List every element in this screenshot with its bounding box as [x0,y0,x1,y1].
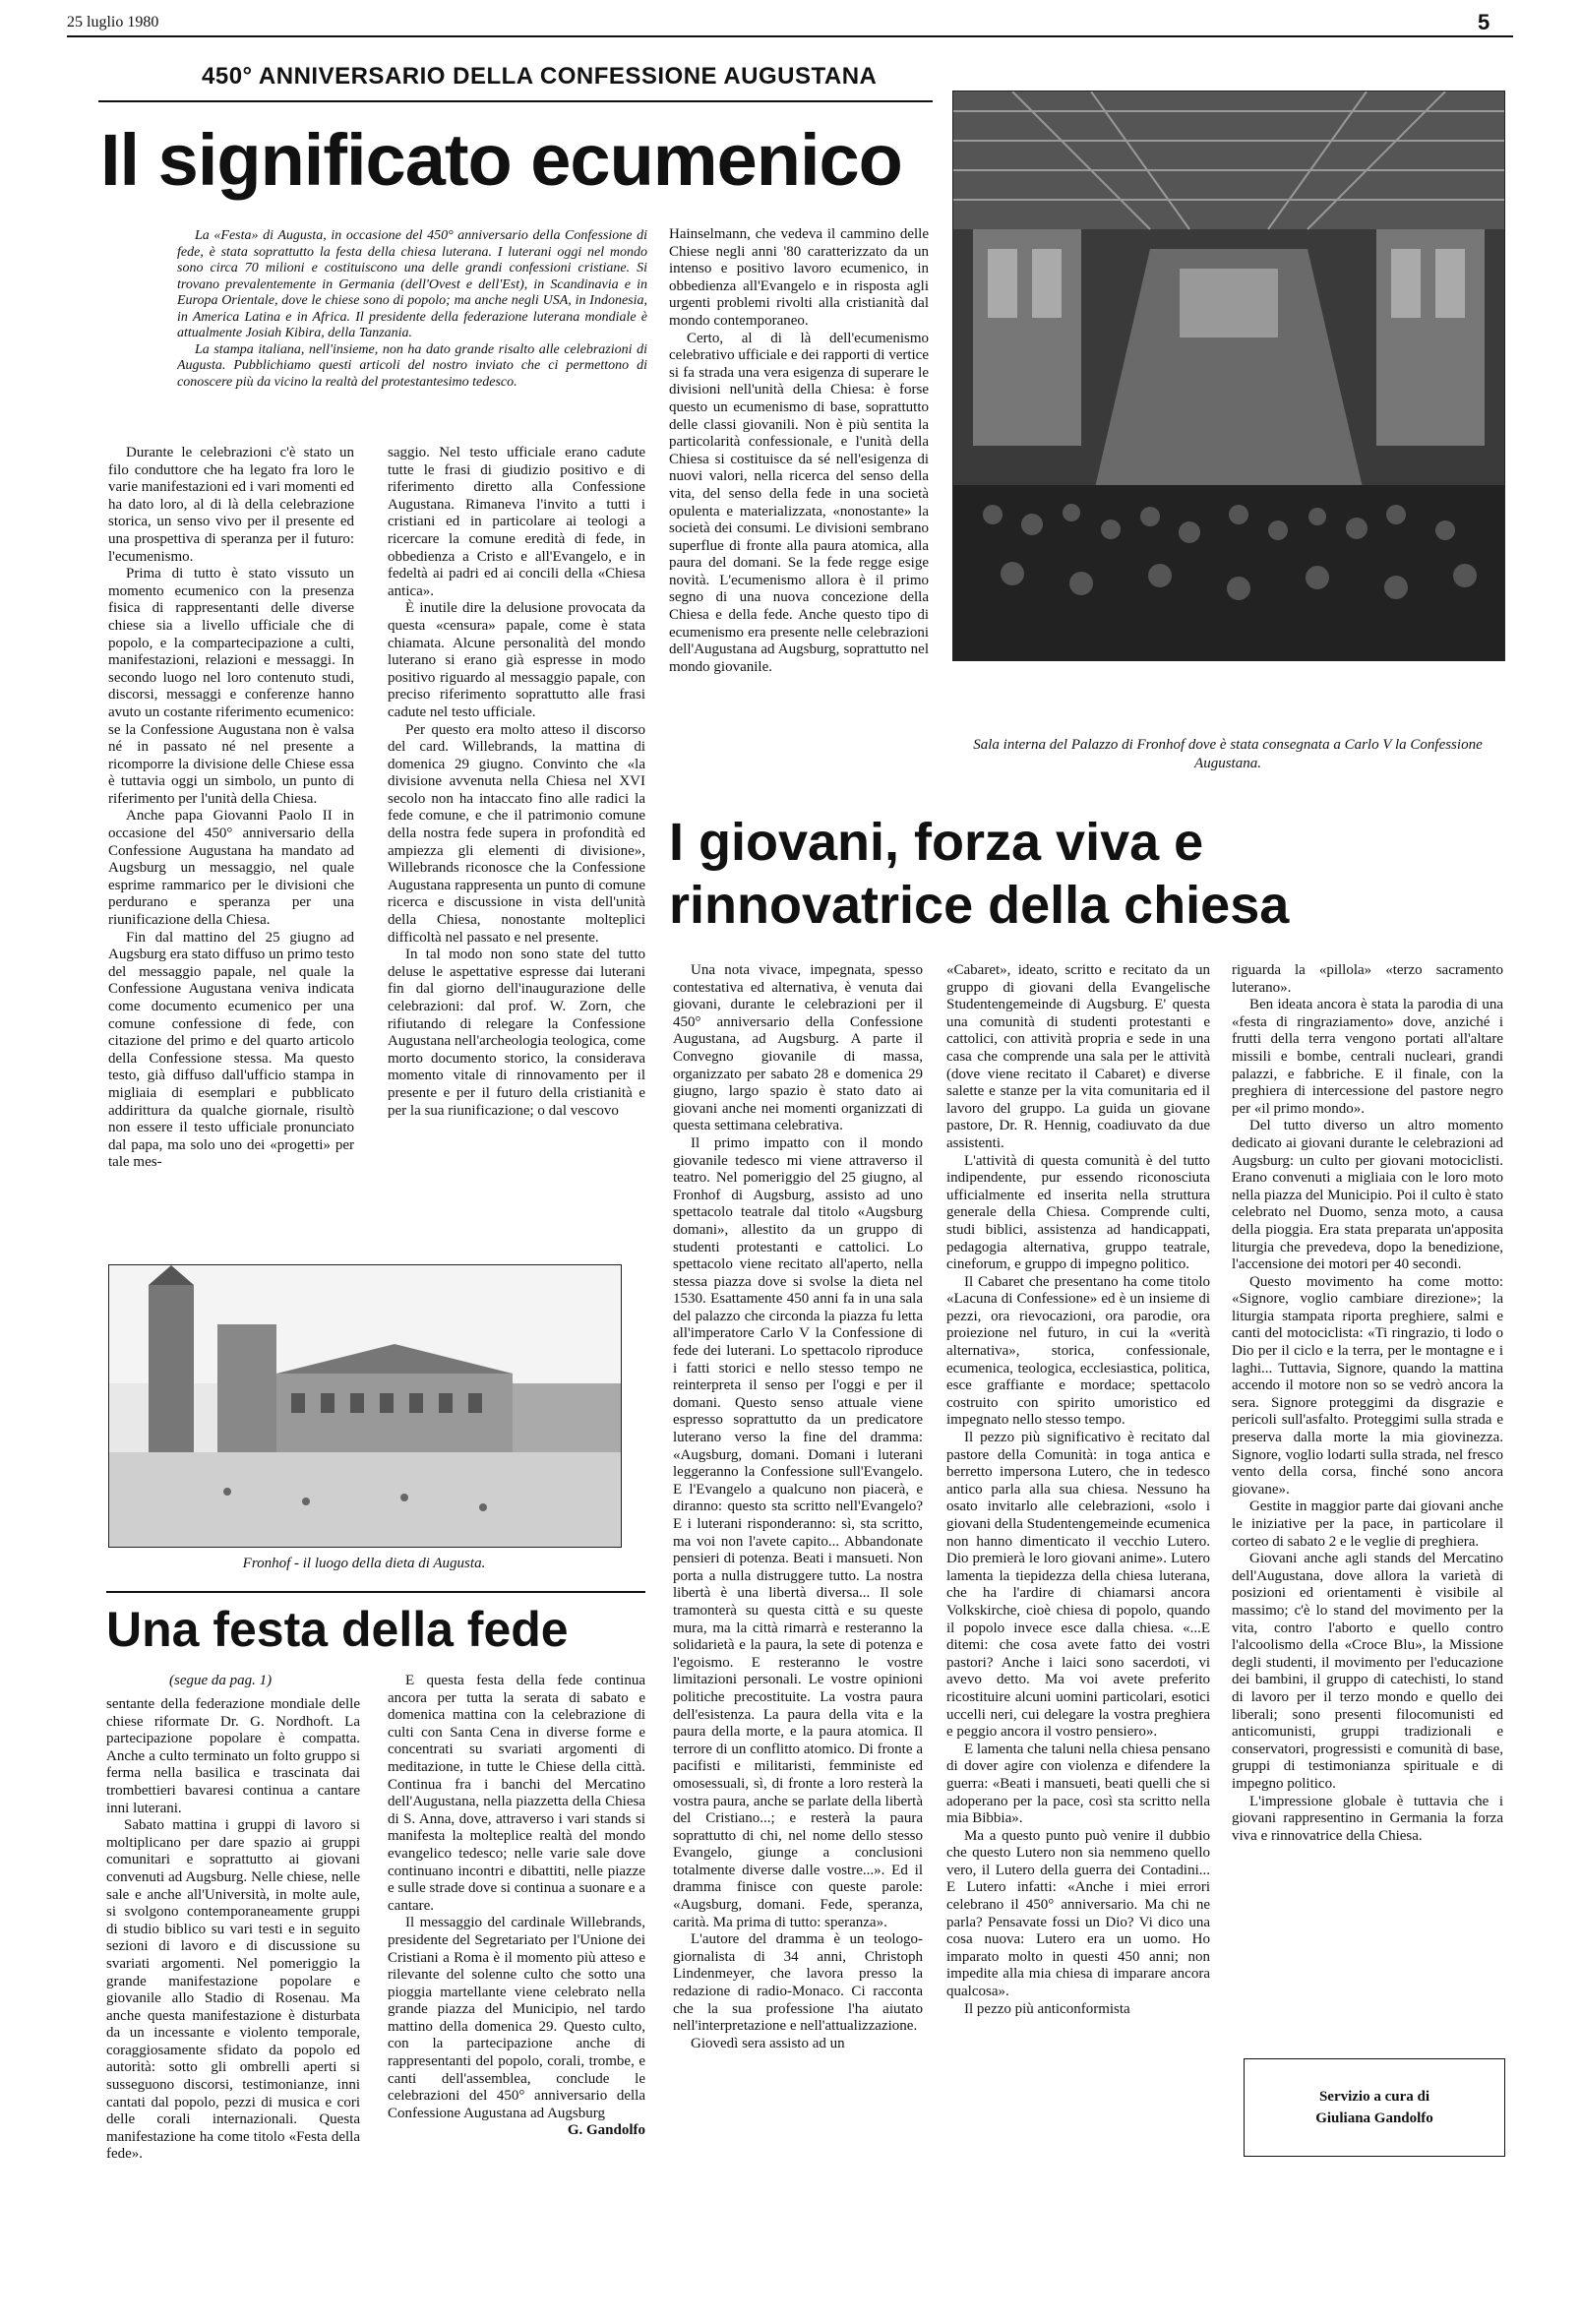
paragraph: Il Cabaret che presentano ha come titolo «Lacuna di Confessione» ed è un insieme di pezzi, ora rievocazioni, ora parodie, ora proiezione nel futuro, in cui la «verità alternativa», storica, confessionale, ecumenica, teologica, ecclesiastica, politica, esce graffiante e mordace; spettacolo costruito con spirito umoristico ed impegnato nello stesso tempo. [946,1273,1210,1429]
article3-column-1 [106,1696,360,2316]
signature: G. Gandolfo [567,2122,645,2139]
article1-column-2 [388,445,645,1281]
paragraph: Il primo impatto con il mondo giovanile tedesco mi viene attraverso il teatro. Nel pomeriggio del 25 giugno, al Fronhof di Augsburg, assisto ad uno spettacolo teatrale dal titolo «Augsburg domani», allestito da un gruppo di studenti protestanti e cattolici. Lo spettacolo viene recitato all'aperto, nella stessa piazza dove si svolse la dieta nel 1530. Esattamente 450 anni fa in una sala del palazzo che circonda la piazza fu letta all'imperatore Carlo V la Confessione di fede dei luterani. Lo spettacolo riproduce i fatti storici e nello stesso tempo ne reinterpreta il senso per l'oggi e per il domani. Questo senso attuale viene espresso soprattutto da un predicatore luterano verso la fine del dramma: «Augsburg, domani. Domani i luterani leggeranno la Confessione sull'Evangelo. E l'Evangelo a qualcuno non piacerà, e diranno: questo sta scritto nell'Evangelo? E i luterani risponderanno: sì, sta scritto, ma voi non l'avete capito... Abbandonate pensieri di potenza. Beati i mansueti. Non porta a nulla distruggere tutto. La nostra libertà è una libertà diversa... Il sole tramonterà su questa città e su queste mura, ma la città rimarrà e resteranno la solidarietà e la paura, la sete di potenza e l'egoismo. E resteranno le vostre limitazioni personali. Le vostre opinioni politiche precostituite. La vostra paura dell'esistenza. La paura della vita e la paura della morte, e la paura atomica. Il terrore di un conflitto atomico. Di fronte a pacifisti e militaristi, femministe ed omosessuali, sì, di fronte a loro resterà la vostra paura, anche se parlate della libertà del Cristiano...; e resterà la paura soprattutto di chi, nel nome dello stesso Evangelo, giunge a conclusioni totalmente diverse dalle vostre...». Ed il dramma finisce con queste parole: «Augsburg, domani. Fede, speranza, carità. Ma prima di tutto: speranza». [673,1134,923,1930]
page-number: 5 [1478,10,1490,34]
paragraph: L'autore del dramma è un teologo-giornalista di 34 anni, Christoph Lindenmeyer, che lavora presso la redazione di radio-Monaco. Ci racconta che la sua professione l'ha aiutato nell'interpretazione e nell'attualizzazione. [673,1931,923,2035]
credit-box [1244,2058,1505,2157]
paragraph: Il messaggio del cardinale Willebrands, presidente del Segretariato per l'Unione dei Cristiani a Roma è il momento più atteso e rilevante del solenne culto che sotto una pioggia martellante viene celebrato nella grande piazza del Municipio, nel tardo mattino della domenica 29. Questo culto, con la partecipazione anche di rappresentanti del popolo, corali, trombe, e canti dell'assemblea, conclude le celebrazioni del 450° anniversario della Confessione Augustana ad Augsburg [388,1915,645,2121]
paragraph: È inutile dire la delusione provocata da questa «censura» papale, come è stata chiamata. Alcune personalità del mondo luterano si erano già espresse in modo positivo riguardo al messaggio papale, con preciso riferimento soprattutto alle frasi cadute nel testo ufficiale. [388,600,645,720]
paragraph: Giovani anche agli stands del Mercatino dell'Augustana, dove allora la varietà di posizioni ed orientamenti è visibile al massimo; c'è lo stand del movimento per la vita, contro l'aborto e quello contro l'alcoolismo della «Croce Blu», la Missione degli studenti, il movimento per l'educazione dei bambini, il gruppo di catechisti, lo stand di lavoro per il terzo mondo e quello dei liberali; sono presenti filocomunisti ed anticomunisti, gruppi tradizionali e conservatori, progressisti e comunità di base, gruppi di testimonianza spirituale e di impegno politico. [1232,1551,1503,1792]
header-rule [67,35,1513,37]
fronhof-hall-photo [952,91,1505,661]
article2-title-line2: rinnovatrice della chiesa [669,876,1290,935]
paragraph: E lamenta che taluni nella chiesa pensano di dover agire con violenza e difendere la guerra: «Beati i mansueti, beati quelli che si adoperano per la pace, così sta scritto nella mia Bibbia». [946,1741,1210,1827]
paragraph: Questo movimento ha come motto: «Signore, voglio cambiare direzione»; la liturgia stampata riporta preghiere, salmi e canti del motociclista: «Ti ringrazio, ti lodo o Dio per il ciclo e la terra, per le montagne e i laghi... Tuttavia, Signore, quando la mattina accendo il motore non so se vedrò ancora la sera. Signore proteggimi da disgrazie e pericoli sull'asfalto. Proteggimi sulla strada e preserva dalla morte la mia giovinezza. Signore, voglio lodarti sulla strada, nel fresco vento della corsa, finché sono ancora giovane». [1232,1273,1503,1498]
paragraph: Del tutto diverso un altro momento dedicato ai giovani durante le celebrazioni ad Augsburg: un culto per giovani motociclisti. Erano convenuti a migliaia con le loro moto nella piazza del Municipio. Poi il culto è stato celebrato nel Duomo, senza moto, a causa della pioggia. Era stata preparata un'apposita liturgia che prevedeva, dopo la benedizione, l'accensione dei motori per 40 secondi. [1232,1118,1503,1273]
paragraph: In tal modo non sono state del tutto deluse le aspettative espresse dai luterani fin dal giorno dell'inaugurazione delle celebrazioni: dal prof. W. Zorn, che rifiutando di relegare la Confessione Augustana nell'archeologia teologica, come morto documento storico, la considerava momento vitale di rinnovamento per il presente e per il futuro della cristianità e per la sua riunificazione; o dal vescovo [388,947,645,1119]
paragraph: L'impressione globale è tuttavia che i giovani rappresentino in Germania la forza viva e rinnovatrice della Chiesa. [1232,1793,1503,1844]
fronhof-exterior-photo [108,1264,622,1548]
photo2-caption: Fronhof - il luogo della dieta di Augusta. [242,1556,486,1571]
paragraph: Anche papa Giovanni Paolo II in occasione del 450° anniversario della Confessione Augustana ha mandato ad Augsburg un messaggio, nel quale esprime rammarico per le divisioni che perdurano e speranza per una riunificazione della Chiesa. [108,808,354,929]
paragraph: Ben ideata ancora è stata la parodia di una «festa di ringraziamento» dove, anziché i frutti della terra vengono portati all'altare missili e bombe, centrali nucleari, grandi palazzi, e fabbriche. E il finale, con la preghiera di intercessione del pastore negro per «il primo mondo». [1232,997,1503,1117]
fronhof-engraving-illustration [109,1265,621,1547]
paragraph: Una nota vivace, impegnata, spesso contestativa ed alternativa, è venuta dai giovani, durante le celebrazioni per il 450° anniversario della Confessione Augustana, ad Augsburg. A parte il Convegno giovanile di massa, organizzato per sabato 28 e domenica 29 giugno, largo spazio è stato dato ai giovani anche nei momenti organizzati di questa settimana celebrativa. [673,962,923,1134]
paragraph: saggio. Nel testo ufficiale erano cadute tutte le frasi di giudizio positivo e di riferimento diretto alla Confessione Augustana. Rimaneva l'invito a tutti i cristiani ed in particolare ai teologi a ricercare la comune eredità di fede, in obbedienza a Cristo e all'Evangelo, e in fedeltà ai padri ed ai concili della «Chiesa antica». [388,445,645,599]
kicker-rule [98,100,933,102]
article2-column-2 [946,962,1210,2315]
article2-title-line1: I giovani, forza viva e [669,813,1204,872]
paragraph: Certo, al di là dell'ecumenismo celebrativo ufficiale e dei rapporti di vertice si fa strada una vera esigenza di superare le divisioni nell'unità della Chiesa: è forse questo un ecumenismo di base, soprattutto delle classi giovanili. Non è più sentita la particolarità confessionale, e l'unità della Chiesa si costituisce da sé nell'esigenza di nuovi valori, nella ricerca del senso della vita, del senso della fede in una società opulenta e materializzata, «nonostante» la società dei consumi. Le divisioni sembrano superflue di fronte alla paura atomica, alla paura del domani. Se la fede regge esige novità. L'ecumenismo allora è il primo segno di una nuova concezione della Chiesa e della fede. Anche questo tipo di ecumenismo era presente nelle celebrazioni dell'Augustana ad Augsburg, soprattutto nel mondo giovanile. [669,330,929,675]
paragraph: Per questo era molto atteso il discorso del card. Willebrands, la mattina di domenica 29 giugno. Convinto che «la divisione avvenuta nella Chiesa nel XVI secolo non ha intaccato fino alle radici la fede comune, e che il patrimonio comune della nostra fede supera in profondità ed ampiezza gli elementi di divisione», Willebrands riconosce che la Confessione Augustana rappresenta un punto di comune ricerca e discussione in vista dell'unità della Chiesa, nonostante molteplici difficoltà nel passato e nel presente. [388,721,645,946]
article1-title: Il significato ecumenico [100,119,902,201]
paragraph: «Cabaret», ideato, scritto e recitato da un gruppo di giovani della Evangelische Studentengemeinde di Augsburg. E' questa una comunità di studenti protestanti e cattolici, con attività propria e sede in una casa che comprende una sala per le attività (dove viene recitato il Cabaret) e diverse salette e stanze per la vita comunitaria ed il lavoro del gruppo. La guida un giovane pastore, Dr. R. Hennig, coadiuvato da due assistenti. [946,962,1210,1151]
article2-column-3 [1232,962,1503,2025]
paragraph: E questa festa della fede continua ancora per tutta la serata di sabato e domenica mattina con la celebrazione di culti con Santa Cena in diverse forme e concentrati su svariati argomenti di meditazione, in tutte le Chiese della città. Continua fra i banchi del Mercatino dell'Augustana, nella piazzetta della Chiesa di S. Anna, dove, attraverso i vari stands si manifesta la molteplice realtà del mondo evangelico tedesco; nelle varie sale dove continuano incontri e dibattiti, nelle piazze e sulle strade dove si continua a suonare e a cantare. [388,1673,645,1914]
intro-paragraph: La «Festa» di Augusta, in occasione del 450° anniversario della Confessione di fede, è stata soprattutto la festa della chiesa luterana. I luterani oggi nel mondo sono circa 70 milioni e costituiscono una delle grandi confessioni cristiane. Si trovano prevalentemente in Germania (dell'Ovest e dell'Est), in Scandinavia e in Europa Orientale, dove le chiese sono di popolo; ma anche negli USA, in Indonesia, in America Latina e in Africa. Il presidente della federazione luterana mondiale è attualmente Josiah Kibira, della Tanzania. [177,228,647,340]
article1-intro [177,228,647,391]
intro-paragraph: La stampa italiana, nell'insieme, non ha dato grande risalto alle celebrazioni di Augusta. Pubblichiamo questi articoli del nostro inviato che ci permettono di conoscere più da vicino la realtà del protestantesimo tedesco. [177,341,647,390]
article1-column-1 [108,445,354,1281]
paragraph: Durante le celebrazioni c'è stato un filo conduttore che ha legato fra loro le varie manifestazioni ed i vari momenti ed ha dato loro, al di là della celebrazione storica, un senso vivo per il presente ed una prospettiva di speranza per il futuro: l'ecumenismo. [108,445,354,565]
hall-engraving-illustration [953,92,1504,660]
paragraph: Giovedì sera assisto ad un [691,2035,845,2051]
paragraph: Gestite in maggior parte dai giovani anche le iniziative per la pace, in particolare il corteo di sabato 2 e le veglie di preghiera. [1232,1498,1503,1550]
paragraph: Prima di tutto è stato vissuto un momento ecumenico con la presenza fisica di rappresentanti delle diverse chiese sia a livello ufficiale che di popolo, e la compartecipazione a culti, manifestazioni, relazioni e messaggi. In secondo luogo nel loro contenuto studi, discorsi, messaggi e conferenze hanno avuto un costante riferimento ecumenico: se la Confessione Augustana non è valsa né in passato né nel presente a ricomporre la divisione delle Chiese essa è tuttavia oggi un simbolo, un punto di riferimento per l'unità della Chiesa. [108,566,354,807]
paragraph: Il pezzo più anticonformista [964,2000,1130,2017]
credit-label: Servizio a cura di [1318,2089,1430,2105]
issue-date: 25 luglio 1980 [67,14,159,31]
paragraph: riguarda la «pillola» «terzo sacramento luterano». [1232,962,1503,996]
article3-column-2 [388,1673,645,2312]
section-divider [106,1591,645,1593]
paragraph: Sabato mattina i gruppi di lavoro si moltiplicano per dare spazio ai gruppi comunitari e soprattutto ai giovani convenuti ad Augsburg. Nelle chiese, nelle sale e anche all'Università, in molte aule, si svolgono contemporaneamente gruppi di studio biblico su vari testi e in seguito sezioni di lavoro e di discussione su svariati argomenti. Nel pomeriggio la grande manifestazione popolare e giovanile allo Stadio di Rosenau. Ma anche questa manifestazione è disturbata da un incessante e violento temporale, coraggiosamente sfidato da popolo ed autorità: sotto gli ombrelli aperti si susseguono discorsi, testimonianze, inni cantati dal popolo, pezzi di musica e cori delle corali internazionali. Questa manifestazione ha come titolo «Festa della fede». [106,1817,360,2163]
paragraph: sentante della federazione mondiale delle chiese riformate Dr. G. Nordhoft. La partecipazione popolare è compatta. Anche a culto terminato un folto gruppo si ferma nella basilica e trascinata dai trombettieri bavaresi continua a cantare inni luterani. [106,1696,360,1816]
paragraph: Hainselmann, che vedeva il cammino delle Chiese negli anni '80 caratterizzato da un intenso e positivo lavoro ecumenico, in obbedienza all'Evangelo e in risposta agli urgenti problemi rivolti alla cristianità dal mondo contemporaneo. [669,226,929,329]
section-kicker: 450° ANNIVERSARIO DELLA CONFESSIONE AUGUSTANA [202,63,878,90]
photo1-caption: Sala interna del Palazzo di Fronhof dove è stata consegnata a Carlo V la Confessione Augustana. [973,737,1483,771]
paragraph: Il pezzo più significativo è recitato dal pastore della Comunità: in toga antica e berretto impersona Lutero, che in tedesco antico parla alla sua chiesa. Nessuno ha osato invitarlo alle celebrazioni, «solo i giovani della Studentengemeinde ecumenica non hanno dimenticato il vecchio Lutero. Dio premierà le loro giovani anime». Lutero lamenta la tiepidezza della chiesa luterana, che ha l'ardire di chiamarsi ancora Volkskirche, cioè chiesa di popolo, quando il popolo invece esce dalla chiesa. «...E ditemi: che cosa avete fatto dei vostri pastori? Anche i laici sono sacerdoti, vi avevo detto. Ma voi avete preferito ricostituire alcuni uomini particolari, esotici uccelli neri, cui delegare la vostra preghiera e peggio ancora il vostro pensiero». [946,1430,1210,1741]
paragraph: L'attività di questa comunità è del tutto indipendente, pur essendo riconosciuta ufficialmente ed inserita nella struttura generale della Chiesa. Comprende culti, studi biblici, assistenza ad handicappati, pedagogia alternativa, gruppo teatrale, cineforum, e gruppo di impegno politico. [946,1152,1210,1273]
paragraph: Fin dal mattino del 25 giugno ad Augsburg era stato diffuso un primo testo del messaggio papale, nel quale la Confessione Augustana veniva indicata come documento ecumenico per una comune confessione di fede, con citazione del primo e del quarto articolo della Confessione stessa. Ma questo testo, già diffuso dall'ufficio stampa in migliaia di esemplari e pubblicato addirittura da qualche giornale, risultò non essere il testo ufficiale pronunciato dal papa, ma solo uno dei «progetti» per tale mes- [108,929,354,1171]
article1-column-3 [669,226,929,773]
article2-column-1 [673,962,923,2315]
paragraph: Ma a questo punto può venire il dubbio che questo Lutero non sia nemmeno quello vero, il Lutero della guerra dei Contadini... E Lutero infatti: «Anche i miei errori celebrano il 450° anniversario. Ma chi ne parla? Pensavate fossi un Dio? Vi dico una cosa nuova: Lutero era un uomo. Ho imparato molto in questi 450 anni; non impedite alla mia chiesa di imparare ancora qualcosa». [946,1827,1210,2000]
continued-from-note: (segue da pag. 1) [169,1673,273,1688]
credit-author: Giuliana Gandolfo [1315,2110,1433,2126]
article3-title: Una festa della fede [106,1602,569,1657]
